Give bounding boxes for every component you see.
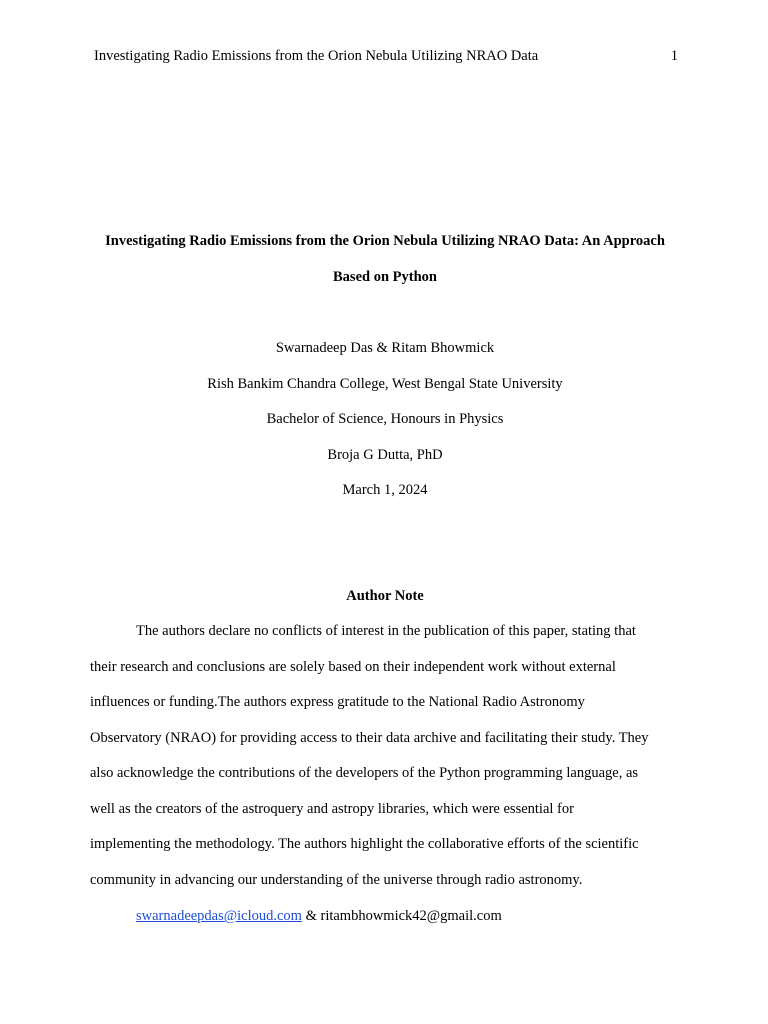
affiliation: Rish Bankim Chandra College, West Bengal State University (207, 375, 563, 392)
email-link[interactable]: swarnadeepdas@icloud.com (136, 908, 302, 924)
advisor-name: Broja G Dutta, PhD (327, 446, 443, 463)
author-note-line: community in advancing our understanding of the universe through radio astronomy. (90, 871, 583, 888)
email-text: ritambhowmick42@gmail.com (320, 908, 502, 924)
degree-program: Bachelor of Science, Honours in Physics (266, 411, 504, 427)
author-note-line: Observatory (NRAO) for providing access to their data archive and facilitating their study. They (90, 729, 649, 746)
author-note-heading: Author Note (346, 588, 424, 604)
author-note-line: implementing the methodology. The authors highlight the collaborative efforts of the scientific (90, 836, 639, 852)
byline (90, 331, 680, 509)
author-note-line: also acknowledge the contributions of the developers of the Python programming language, as (90, 765, 639, 781)
running-head (94, 46, 678, 66)
author-note-line: influences or funding.The authors express gratitude to the National Radio Astronomy (90, 694, 585, 710)
submission-date: March 1, 2024 (342, 482, 428, 498)
author-names: Swarnadeep Das & Ritam Bhowmick (275, 340, 495, 356)
paper-title-line-1: Investigating Radio Emissions from the Orion Nebula Utilizing NRAO Data: An Approach (105, 233, 665, 249)
author-note-body (90, 614, 682, 898)
contact-emails (136, 899, 502, 935)
email-separator: & (301, 908, 321, 924)
author-note-line: The authors declare no conflicts of interest in the publication of this paper, stating that (136, 623, 636, 639)
author-note-line: their research and conclusions are solely based on their independent work without external (90, 658, 616, 675)
page-number: 1 (670, 48, 678, 64)
running-head-title: Investigating Radio Emissions from the Orion Nebula Utilizing NRAO Data (94, 48, 539, 64)
author-note-line: well as the creators of the astroquery and astropy libraries, which were essential for (90, 800, 574, 817)
paper-title (90, 224, 680, 295)
paper-title-line-2: Based on Python (333, 268, 437, 285)
